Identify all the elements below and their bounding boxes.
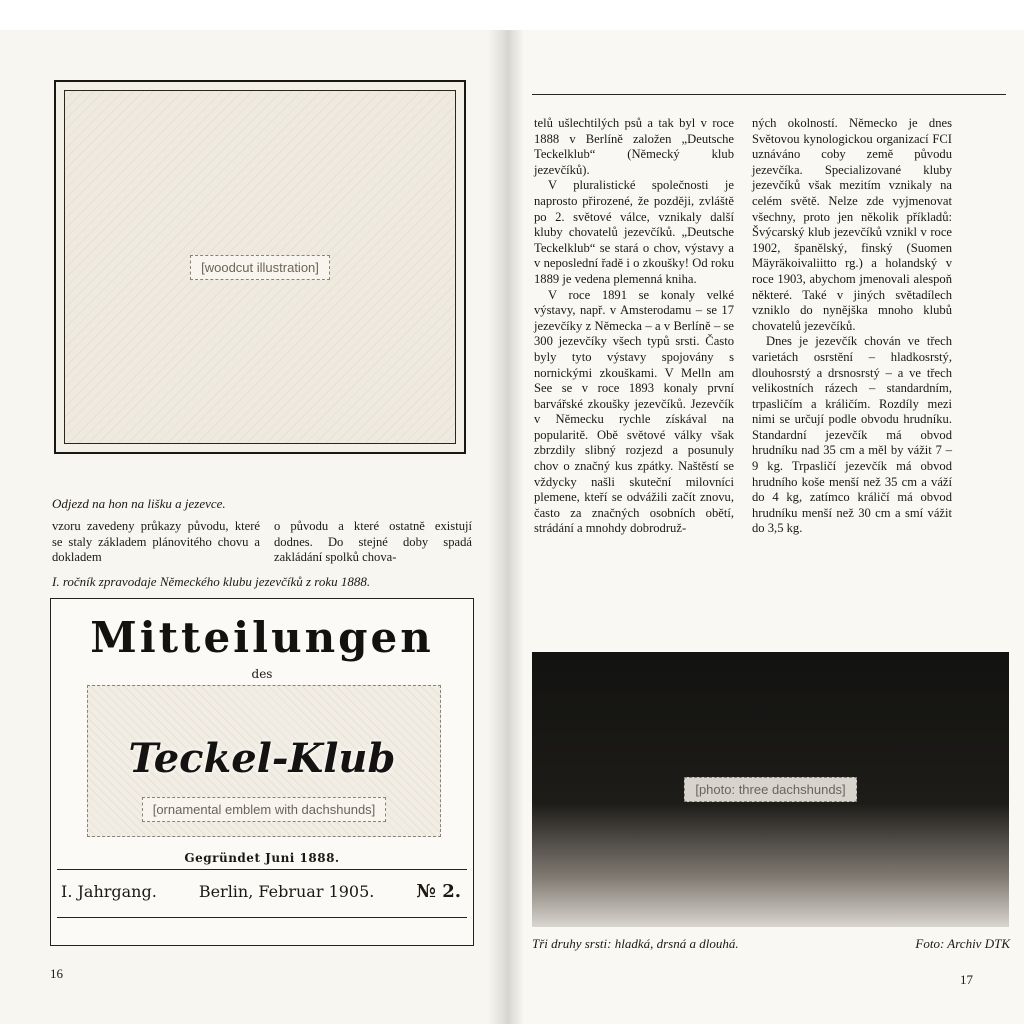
page-number-left: 16 [50,966,63,981]
photo-credit: Foto: Archiv DTK [915,936,1010,951]
right-column-1 [534,116,734,537]
dachshund-photo [532,652,1009,927]
scan-margin [0,0,1024,30]
woodcut-caption: Odjezd na hon na lišku a jezevce. [52,496,226,511]
masthead-club-name: Teckel-Klub [128,735,396,782]
left-column-2-text: o původu a které ostatně existují dodnes. Do stejné doby spadá zakládání spolků chova- [274,519,472,565]
masthead-title: Mitteilungen [90,613,434,662]
masthead-rule-bottom [57,917,467,918]
masthead-issue-number: № 2. [416,881,461,902]
right-column-2 [752,116,952,537]
left-column-1 [52,519,260,566]
left-column-1-text: vzoru zavedeny průkazy původu, které se staly základem plánovitého chovu a dokladem [52,519,260,565]
masthead-place-date: Berlin, Februar 1905. [198,882,375,901]
newsletter-caption: I. ročník zpravodaje Německého klubu jezevčíků z roku 1888. [52,574,371,589]
right-column-1-para-1: telů ušlechtilých psů a tak byl v roce 1888 v Berlíně založen „Deutsche Teckelklub“ (Německý klub jezevčíků). [534,116,734,177]
masthead-footer [61,881,461,902]
right-column-2-para-2: Dnes je jezevčík chován ve třech varietách osrstění – hladkosrstý, dlouhosrstý a drsnosrstý – a ve třech velikostních rázech – standardním, trpasličím a králičím. Rozdíly mezi nimi se určují podle obvodu hrudníku. Standardní jezevčík má obvod hrudníku nad 35 cm a měl by vážit 7 – 9 kg. Trpasličí jezevčík má obvod hrudního koše menší než 35 cm a váží do 4 kg, zatímco králičí má obvod hrudníku menší než 30 cm a smí vážit do 3,5 kg. [752,334,952,536]
gutter-shadow [488,30,524,1024]
right-page-top-rule [532,94,1006,95]
masthead-des: des [251,667,273,681]
right-column-1-para-3: V roce 1891 se konaly velké výstavy, např. v Amsterodamu – se 17 jezevčíky z Německa – a v Berlíně – se 300 jezevčíky všech typů srsti. Často byly tyto výstavy spojovány s nornickými zkouškami. V Melln am See se v roce 1893 konaly první barvářské zkoušky jezevčíků. Jezevčík v Německu rychle získával na popularitě. Obě světové války však zbrzdily slibný rozjezd a posunuly chov o značný kus zpátky. Naštěstí se vždycky našli skuteční milovníci plemene, kteří se odvážili začít znovu, často za značných osobních obětí, strádání a mnohdy dobrodruž- [534,287,734,536]
newsletter-masthead [50,598,474,946]
photo-caption: Tři druhy srsti: hladká, drsná a dlouhá. [532,936,739,951]
right-column-1-para-2: V pluralistické společnosti je naprosto přirozené, že později, zvláště po 2. světové válce, vznikaly další kluby chovatelů jezevčíků. „Deutsche Teckelklub“ se stará o chov, výstavy a v neposlední řadě i o zkoušky! Od roku 1889 je vedena plemenná kniha. [534,178,734,286]
masthead-founded: Gegründet Juni 1888. [184,851,340,865]
emblem-placeholder-label: [ornamental emblem with dachshunds] [142,797,387,822]
masthead-jahrgang: I. Jahrgang. [61,882,157,901]
page-number-right: 17 [960,972,973,987]
masthead-rule-top [57,869,467,870]
woodcut-placeholder-label: [woodcut illustration] [190,255,330,280]
right-column-2-para-1: ných okolností. Německo je dnes Světovou kynologickou organizací FCI uznáváno coby země původu jezevčíka. Specializované kluby jezevčíků však mezitím vznikaly na celém světě. Nelze zde vyjmenovat všechny, proto jen několik příkladů: Švýcarský klub jezevčíků vznikl v roce 1902, španělský, finský (Suomen Mäyräkoivaliitto rg.) a holandský v roce 1903, abychom jmenovali alespoň některé. Také v jiných světadílech vzniklo do nynějška mnoho klubů chovatelů jezevčíků. [752,116,952,333]
left-column-2 [274,519,472,566]
photo-placeholder-label: [photo: three dachshunds] [684,777,856,802]
woodcut-illustration [54,80,466,454]
